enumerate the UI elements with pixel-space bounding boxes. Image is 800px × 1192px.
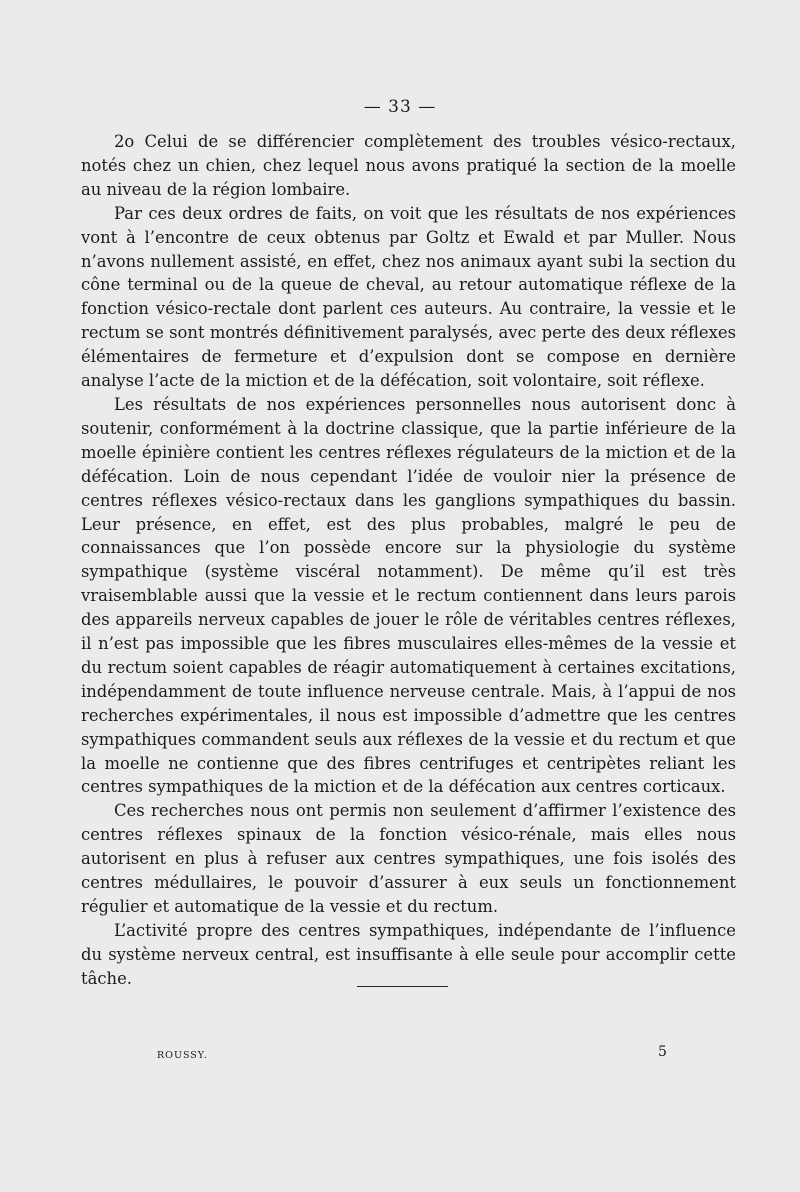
footer-signature: 5 [658, 1044, 667, 1060]
paragraph-2: Par ces deux ordres de faits, on voit que les résultats de nos expériences vont à l’encontre de ceux obtenus par Goltz et Ewald et par Muller. Nous n’avons nullement assisté, en effet, chez nos animaux ayant subi la section du cône terminal ou de la queue de cheval, au retour automatique réflexe de la fonction vésico-rectale dont parlent ces auteurs. Au contraire, la vessie et le rectum se sont montrés définitivement paralysés, avec perte des deux réflexes élémentaires de fermeture et d’expulsion dont se compose en dernière analyse l’acte de la miction et de la défécation, soit volontaire, soit réflexe. [81, 203, 736, 391]
paragraph-5: L’activité propre des centres sympathiques, indépendante de l’influence du système nerveux central, est insuffisante à elle seule pour accomplir cette tâche. [81, 920, 736, 988]
section-end-rule [357, 986, 448, 987]
paragraph-1: 2o Celui de se différencier complètement des troubles vésico-rectaux, notés chez un chien, chez lequel nous avons pratiqué la section de la moelle au niveau de la région lombaire. [81, 132, 736, 199]
paragraph-4: Ces recherches nous ont permis non seulement d’affirmer l’existence des centres réflexes spinaux de la fonction vésico-rénale, mais elles nous autorisent en plus à refuser aux centres sympathiques, une fois isolés des centres médullaires, le pouvoir d’assurer à eux seuls un fonctionnement régulier et automatique de la vessie et du rectum. [81, 801, 736, 916]
page-number: — 33 — [363, 97, 437, 117]
body-text [81, 130, 736, 991]
paragraph-3: Les résultats de nos expériences personnelles nous autorisent donc à soutenir, conformément à la doctrine classique, que la partie inférieure de la moelle épinière contient les centres réflexes régulateurs de la miction et de la défécation. Loin de nous cependant l’idée de vouloir nier la présence de centres réflexes vésico-rectaux dans les ganglions sympathiques du bassin. Leur présence, en effet, est des plus probables, malgré le peu de connaissances que l’on possède encore sur la physiologie du système sympathique (système viscéral notamment). De même qu’il est très vraisemblable aussi que la vessie et le rectum contiennent dans leurs parois des appareils nerveux capables de jouer le rôle de véritables centres réflexes, il n’est pas impossible que les fibres musculaires elles-mêmes de la vessie et du rectum soient capables de réagir automatiquement à certaines excitations, indépendamment de toute influence nerveuse centrale. Mais, à l’appui de nos recherches expérimentales, il nous est impossible d’admettre que les centres sympathiques commandent seuls aux réflexes de la vessie et du rectum et que la moelle ne contienne que des fibres centrifuges et centripètes reliant les centres sympathiques de la miction et de la défécation aux centres corticaux. [81, 394, 736, 797]
footer-author: ROUSSY. [157, 1050, 208, 1061]
